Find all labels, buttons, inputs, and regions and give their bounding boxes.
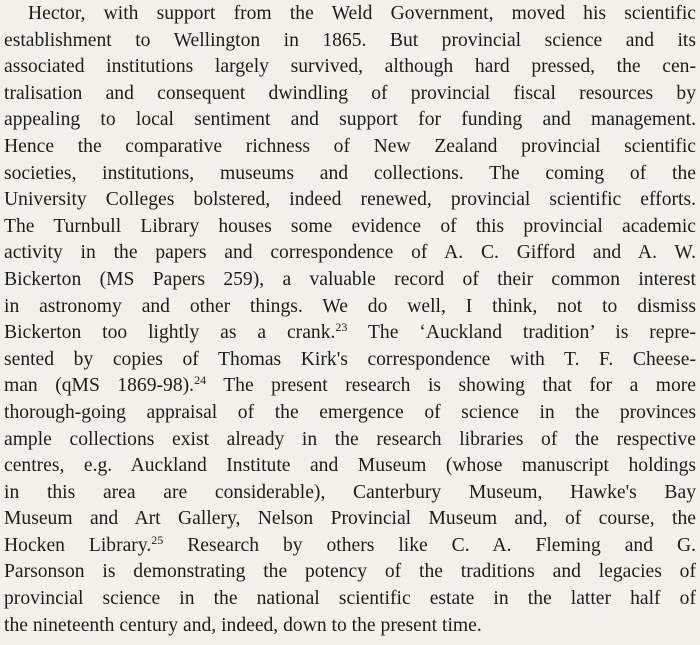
text-line: The Turnbull Library houses some evidence of this provincial academic bbox=[4, 215, 696, 237]
line-text: Hocken Library. bbox=[4, 534, 152, 556]
text-line: centres, e.g. Auckland Institute and Museum (whose manuscript holdings bbox=[4, 455, 696, 477]
footnote-ref-24[interactable]: 24 bbox=[194, 373, 207, 388]
text-line: Museum and Art Gallery, Nelson Provincial Museum and, of course, the bbox=[4, 508, 696, 530]
text-line-with-footnote bbox=[4, 373, 696, 400]
text-line: provincial science in the national scientific estate in the latter half of bbox=[4, 588, 696, 610]
line-text: The ‘Auckland tradition’ is repre- bbox=[347, 322, 696, 344]
body-paragraph bbox=[4, 1, 696, 639]
text-line: associated institutions largely survived, although hard pressed, the cen- bbox=[4, 56, 696, 78]
line-text: The present research is showing that for a more bbox=[206, 375, 696, 397]
text-line: activity in the papers and correspondence of A. C. Gifford and A. W. bbox=[4, 242, 696, 264]
text-line: appealing to local sentiment and support for funding and management. bbox=[4, 109, 696, 131]
text-line: sented by copies of Thomas Kirk's correspondence with T. F. Cheese- bbox=[4, 348, 696, 370]
text-line: in this area are considerable), Canterbury Museum, Hawke's Bay bbox=[4, 481, 696, 503]
line-text: Bickerton too lightly as a crank. bbox=[4, 322, 336, 344]
text-line-with-footnote bbox=[4, 533, 696, 560]
footnote-ref-23[interactable]: 23 bbox=[335, 320, 348, 335]
line-text: Research by others like C. A. Fleming and G. bbox=[163, 534, 696, 556]
text-line-with-footnote bbox=[4, 320, 696, 347]
line-text: man (qMS 1869-98). bbox=[4, 375, 195, 397]
footnote-ref-25[interactable]: 25 bbox=[151, 532, 164, 547]
text-line: Bickerton (MS Papers 259), a valuable record of their common interest bbox=[4, 268, 696, 290]
text-line: societies, institutions, museums and collections. The coming of the bbox=[4, 162, 696, 184]
text-line: Hector, with support from the Weld Government, moved his scientific bbox=[28, 3, 696, 24]
text-line: tralisation and consequent dwindling of provincial fiscal resources by bbox=[4, 82, 696, 104]
text-line: the nineteenth century and, indeed, down to the present time. bbox=[4, 614, 482, 636]
text-line: University Colleges bolstered, indeed renewed, provincial scientific efforts. bbox=[4, 189, 696, 211]
text-line: establishment to Wellington in 1865. But provincial science and its bbox=[4, 29, 696, 51]
text-line: thorough-going appraisal of the emergence of science in the provinces bbox=[4, 401, 696, 423]
text-line: ample collections exist already in the research libraries of the respective bbox=[4, 428, 696, 450]
text-line: in astronomy and other things. We do well, I think, not to dismiss bbox=[4, 295, 696, 317]
text-line: Parsonson is demonstrating the potency of the traditions and legacies of bbox=[4, 561, 696, 583]
text-line: Hence the comparative richness of New Zealand provincial scientific bbox=[4, 135, 696, 157]
